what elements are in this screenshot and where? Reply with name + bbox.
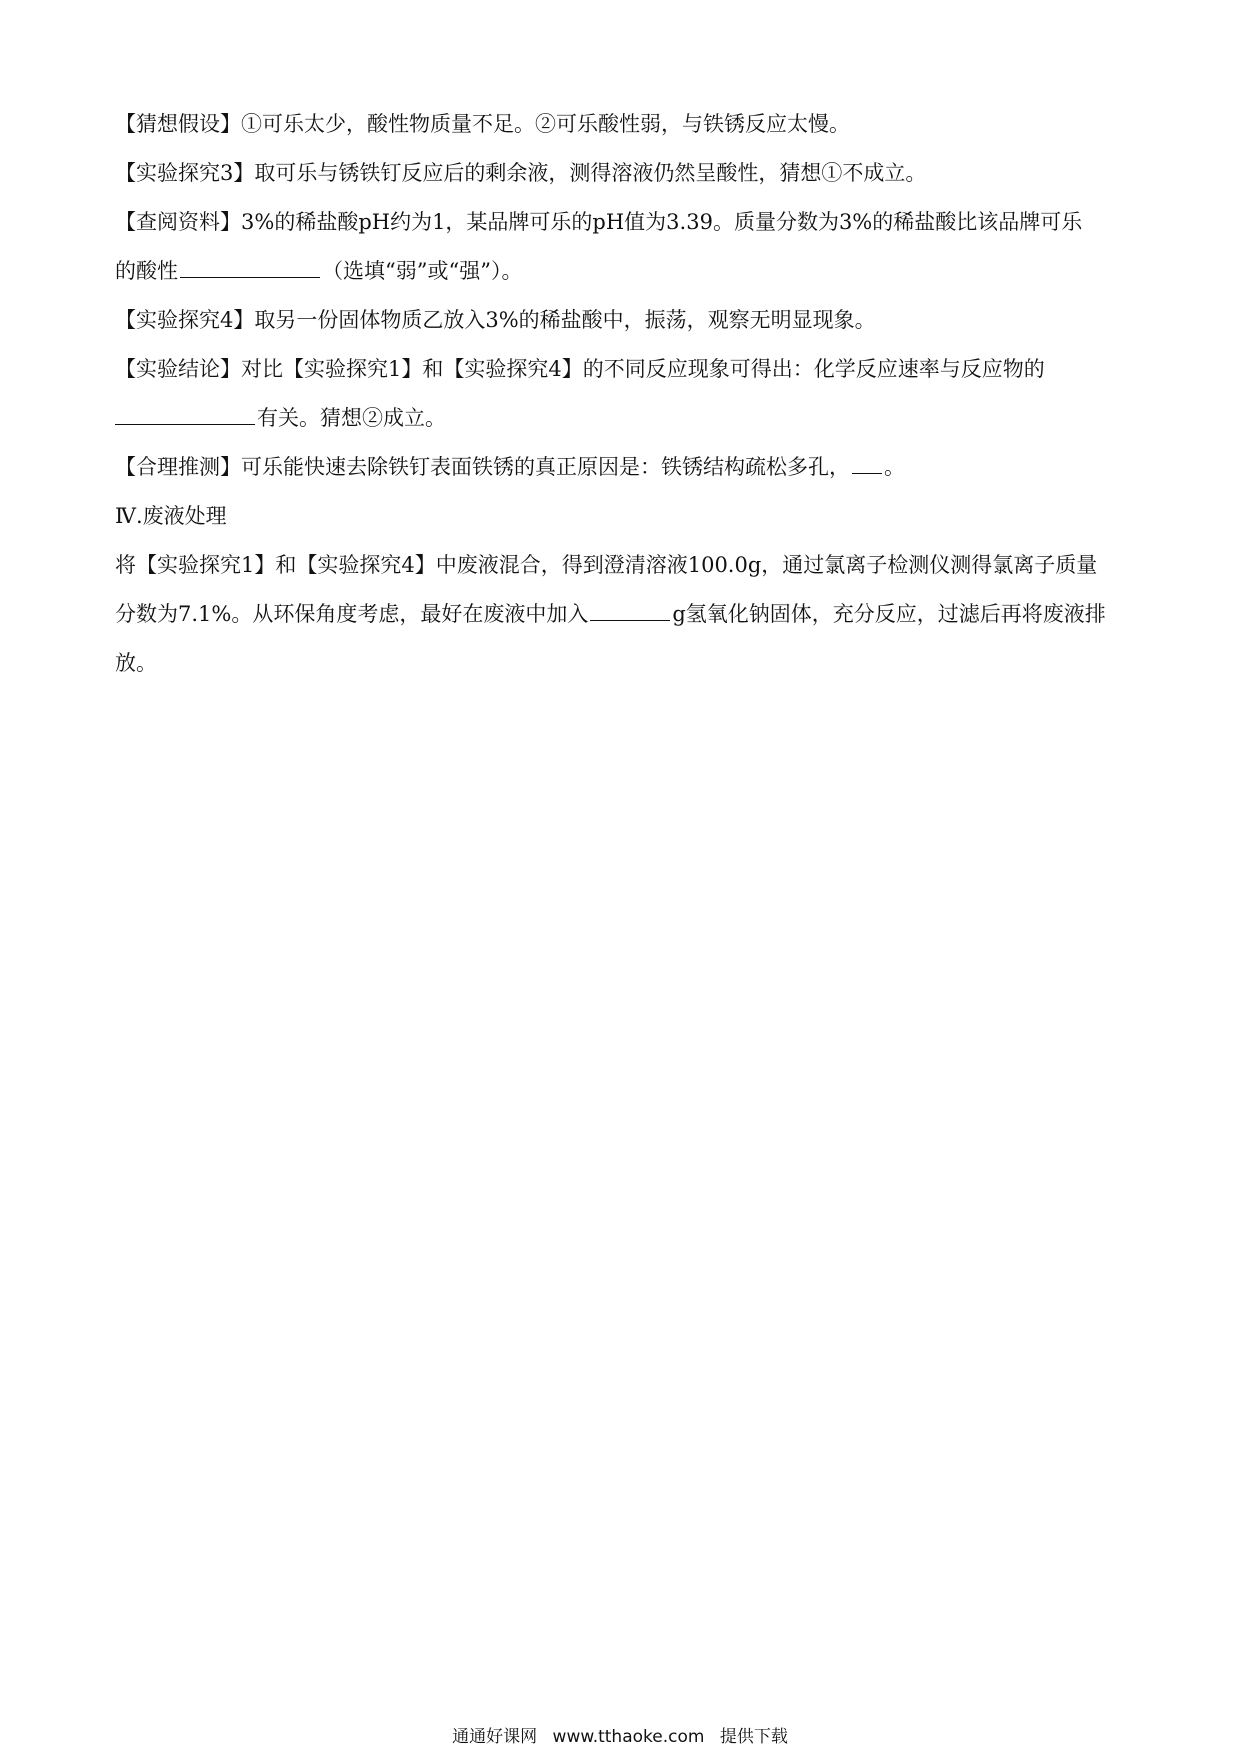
reference-paragraph-line-2 — [115, 247, 1135, 296]
waste-paragraph-line-3: 放。 — [115, 651, 157, 675]
naoh-mass-answer-blank[interactable] — [590, 600, 670, 621]
inference-paragraph — [115, 443, 1135, 492]
reference-paragraph-line-1: 【查阅资料】3%的稀盐酸pH约为1，某品牌可乐的pH值为3.39。质量分数为3%的稀盐酸比该品牌可乐 — [115, 210, 1083, 234]
inference-text-before: 【合理推测】可乐能快速去除铁钉表面铁锈的真正原因是：铁锈结构疏松多孔， — [115, 455, 850, 479]
reactant-factor-answer-blank[interactable] — [115, 404, 255, 425]
experiment-4-paragraph: 【实验探究4】取另一份固体物质乙放入3%的稀盐酸中，振荡，观察无明显现象。 — [115, 308, 876, 332]
inference-text-after: 。 — [884, 455, 905, 479]
reason-answer-blank[interactable] — [852, 453, 882, 474]
document-body — [115, 100, 1135, 688]
waste-text-after: g氢氧化钠固体，充分反应，过滤后再将废液排 — [672, 602, 1106, 626]
conclusion-text-after: 有关。猜想②成立。 — [257, 406, 446, 430]
experiment-3-paragraph: 【实验探究3】取可乐与锈铁钉反应后的剩余液，测得溶液仍然呈酸性，猜想①不成立。 — [115, 161, 927, 185]
footer-tagline: 提供下载 — [719, 1727, 788, 1747]
waste-paragraph-line-2 — [115, 590, 1135, 639]
waste-paragraph-line-1: 将【实验探究1】和【实验探究4】中废液混合，得到澄清溶液100.0g，通过氯离子检测仪测得氯离子质量 — [115, 553, 1098, 577]
conclusion-paragraph-line-2 — [115, 394, 1135, 443]
conclusion-paragraph-line-1: 【实验结论】对比【实验探究1】和【实验探究4】的不同反应现象可得出：化学反应速率与反应物的 — [115, 357, 1045, 381]
hypothesis-paragraph: 【猜想假设】①可乐太少，酸性物质量不足。②可乐酸性弱，与铁锈反应太慢。 — [115, 112, 850, 136]
footer-url[interactable]: www.tthaoke.com — [552, 1727, 705, 1747]
page-footer — [0, 1722, 1240, 1747]
footer-site-name: 通通好课网 — [452, 1727, 538, 1747]
waste-text-before: 分数为7.1%。从环保角度考虑，最好在废液中加入 — [115, 602, 589, 626]
section-heading: Ⅳ.废液处理 — [115, 504, 227, 528]
acidity-answer-blank[interactable] — [180, 257, 320, 278]
reference-text-before: 的酸性 — [115, 259, 178, 283]
reference-text-after: （选填“弱”或“强”）。 — [322, 259, 523, 283]
